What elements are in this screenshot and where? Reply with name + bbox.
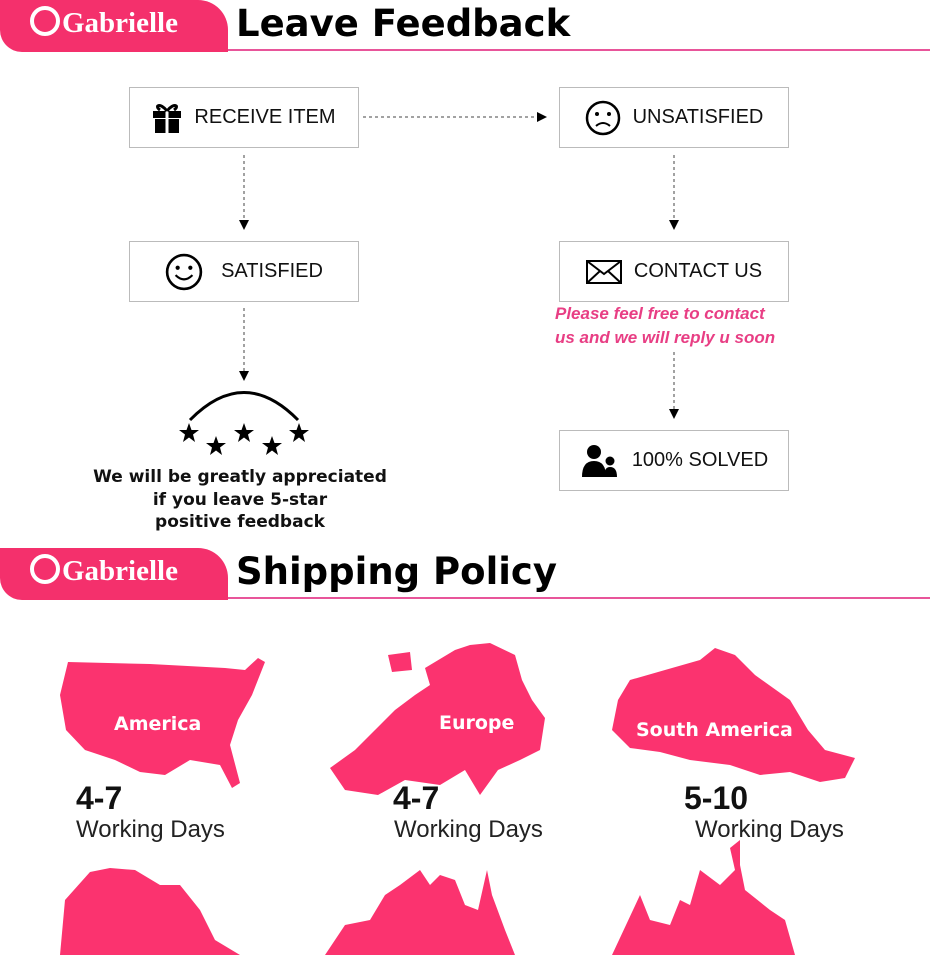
appreciation-text	[90, 466, 390, 534]
five-stars-icon	[179, 393, 309, 456]
step-label: UNSATISFIED	[632, 106, 764, 128]
shipping-header	[0, 548, 930, 602]
australia-map	[325, 870, 515, 955]
step-label: RECEIVE ITEM	[194, 106, 336, 128]
section-title: Shipping Policy	[236, 550, 557, 593]
step-label: SATISFIED	[221, 260, 323, 282]
brand-logo: Gabrielle	[30, 6, 178, 40]
step-label: 100% SOLVED	[631, 449, 769, 471]
header-divider	[228, 597, 930, 599]
region-maps	[0, 600, 930, 955]
contact-note-line: Please feel free to contact	[555, 304, 765, 323]
south-america-map	[612, 648, 855, 782]
contact-note-line: us and we will reply u soon	[555, 328, 776, 347]
delivery-days: 4-7	[76, 780, 123, 816]
step-label: CONTACT US	[633, 260, 763, 282]
map-label: South America	[636, 719, 793, 741]
map-label: America	[114, 713, 202, 735]
map-label: Europe	[439, 712, 515, 734]
contact-note	[555, 302, 775, 350]
brand-logo: Gabrielle	[30, 554, 178, 588]
appreciation-line: if you leave 5-star	[152, 489, 328, 510]
appreciation-line: positive feedback	[155, 512, 325, 532]
africa-map	[60, 868, 240, 955]
delivery-unit: Working Days	[695, 816, 844, 843]
delivery-unit: Working Days	[76, 816, 225, 843]
logo-mark-icon	[30, 554, 60, 584]
canada-map	[612, 840, 795, 955]
delivery-days: 4-7	[393, 780, 440, 816]
delivery-days: 5-10	[684, 780, 749, 816]
section-title: Leave Feedback	[236, 2, 571, 45]
delivery-unit: Working Days	[394, 816, 543, 843]
appreciation-line: We will be greatly appreciated	[93, 467, 387, 487]
